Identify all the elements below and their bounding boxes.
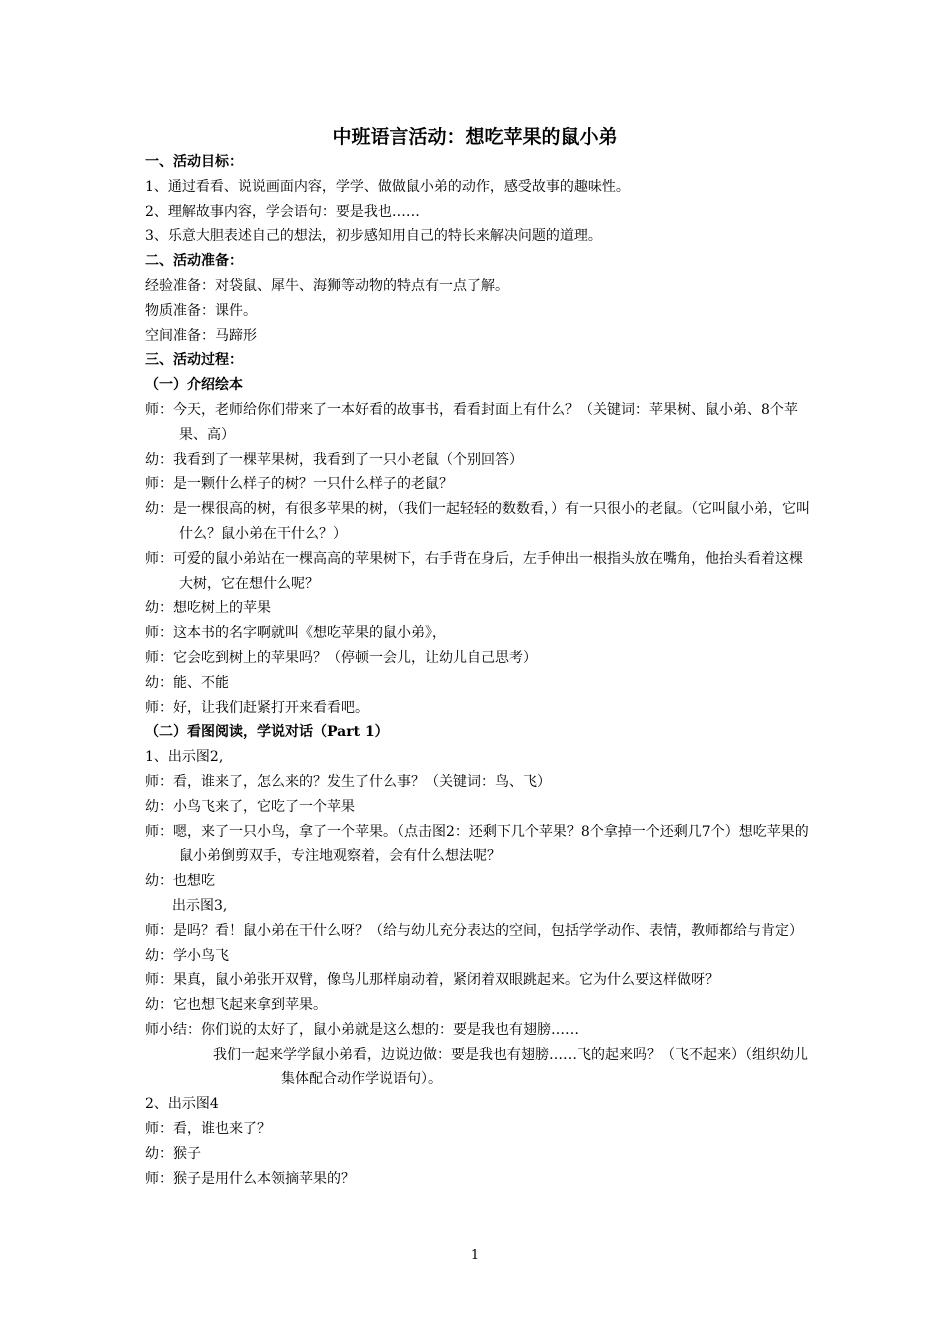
preparation-materials: 物质准备：课件。 [145, 302, 257, 319]
document-body [145, 150, 812, 1191]
dialogue-line: 师：它会吃到树上的苹果吗？（停顿一会儿，让幼儿自己思考） [145, 649, 537, 666]
dialogue-line: 师：看，谁来了，怎么来的？发生了什么事？（关键词：鸟、飞） [145, 773, 551, 790]
goal-item-3: 3、乐意大胆表述自己的想法，初步感知用自己的特长来解决问题的道理。 [145, 228, 602, 245]
preparation-experience: 经验准备：对袋鼠、犀牛、海狮等动物的特点有一点了解。 [145, 277, 509, 294]
page-number: 1 [470, 1248, 480, 1263]
dialogue-line: 幼：它也想飞起来拿到苹果。 [145, 997, 327, 1014]
dialogue-line: 师：看，谁也来了？ [145, 1121, 271, 1138]
dialogue-line: 幼：猴子 [145, 1145, 201, 1162]
goal-item-2: 2、理解故事内容，学会语句：要是我也…… [145, 203, 420, 220]
teacher-summary: 师小结：你们说的太好了，鼠小弟就是这么想的：要是我也有翅膀…… [145, 1021, 579, 1038]
section-heading-goals: 一、活动目标： [145, 154, 243, 170]
dialogue-line: 师：果真，鼠小弟张开双臂，像鸟儿那样扇动着，紧闭着双眼跳起来。它为什么要这样做呀？ [145, 972, 719, 989]
dialogue-line: 幼：学小鸟飞 [145, 947, 229, 964]
dialogue-line: 幼：能、不能 [145, 674, 229, 691]
section-heading-process: 三、活动过程： [145, 352, 243, 369]
dialogue-line: 师：是吗？看！鼠小弟在干什么呀？（给与幼儿充分表达的空间，包括学学动作、表情，教师都给与肯定） [145, 922, 803, 939]
dialogue-line: 幼：想吃树上的苹果 [145, 600, 271, 617]
teacher-summary-continued: 我们一起来学学鼠小弟看，边说边做：要是我也有翅膀……飞的起来吗？（飞不起来）（组织幼儿集体配合动作学说语句）。 [213, 1046, 808, 1088]
dialogue-line: 幼：也想吃 [145, 873, 215, 890]
dialogue-line: 师：猴子是用什么本领摘苹果的？ [145, 1170, 355, 1187]
dialogue-line: 师：嗯，来了一只小鸟，拿了一个苹果。（点击图2：还剩下几个苹果？8个拿掉一个还剩几7个）想吃苹果的鼠小弟倒剪双手，专注地观察着，会有什么想法呢？ [145, 823, 809, 865]
dialogue-line: 幼：我看到了一棵苹果树，我看到了一只小老鼠（个别回答） [145, 451, 523, 468]
dialogue-line: 师：今天，老师给你们带来了一本好看的故事书，看看封面上有什么？（关键词：苹果树、鼠小弟、8个苹果、高） [145, 401, 798, 443]
dialogue-line: 师：好，让我们赶紧打开来看看吧。 [145, 699, 369, 716]
preparation-space: 空间准备：马蹄形 [145, 327, 257, 344]
dialogue-line: 幼：小鸟飞来了，它吃了一个苹果 [145, 798, 355, 815]
step-show-picture-3: 出示图3, [172, 897, 228, 914]
subsection-heading-intro: （一）介绍绘本 [145, 377, 243, 394]
dialogue-line: 幼：是一棵很高的树，有很多苹果的树，（我们一起轻轻的数数看，）有一只很小的老鼠。（它叫鼠小弟，它叫什么？鼠小弟在干什么？） [145, 501, 810, 542]
dialogue-line: 师：这本书的名字啊就叫《想吃苹果的鼠小弟》， [145, 625, 446, 642]
section-heading-preparation: 二、活动准备： [145, 253, 243, 270]
step-show-picture-2: 1、出示图2, [145, 749, 224, 766]
dialogue-line: 师：可爱的鼠小弟站在一棵高高的苹果树下，右手背在身后，左手伸出一根指头放在嘴角，他抬头看着这棵大树，它在想什么呢？ [145, 550, 803, 592]
goal-item-1: 1、通过看看、说说画面内容，学学、做做鼠小弟的动作，感受故事的趣味性。 [145, 178, 630, 195]
subsection-heading-reading: （二）看图阅读，学说对话（Part 1） [145, 724, 389, 741]
document-title: 中班语言活动：想吃苹果的鼠小弟 [332, 126, 618, 148]
dialogue-line: 师：是一颗什么样子的树？一只什么样子的老鼠？ [145, 476, 453, 493]
step-show-picture-4: 2、出示图4 [145, 1096, 219, 1113]
